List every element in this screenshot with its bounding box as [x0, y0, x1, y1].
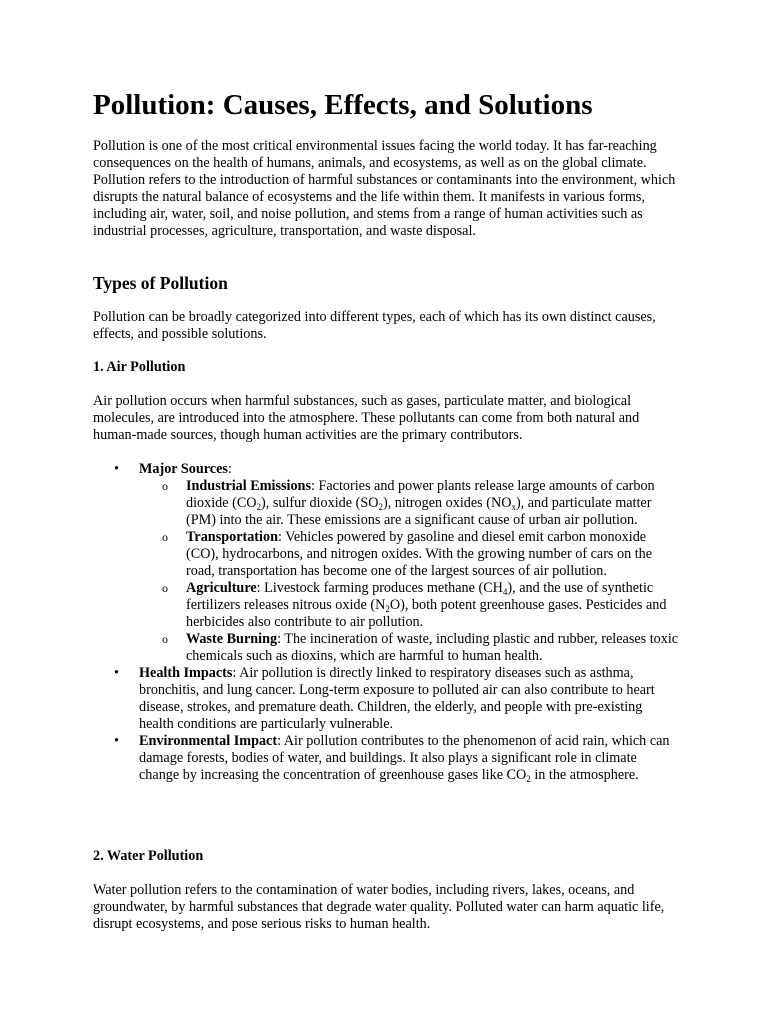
waste-burning-text: : The incineration of waste, including plastic and rubber, releases toxic chemicals such as dioxins, which are harmful to human health.: [186, 631, 679, 664]
industrial-text: ), sulfur dioxide (SO: [261, 495, 379, 511]
transportation-label: Transportation: [186, 529, 278, 545]
colon-text: :: [227, 461, 232, 477]
list-item-transportation: [93, 529, 679, 580]
health-impacts-text: : Air pollution is directly linked to respiratory diseases such as asthma, bronchitis, and lung cancer. Long-term exposure to polluted air can also contribute to heart disease, strokes, and premature death. Children, the elderly, and people with pre-existing health conditions are particularly vulnerable.: [139, 665, 655, 732]
subscript: 2: [378, 502, 383, 512]
industrial-text: ), and particulate matter (PM) into the air. These emissions are a significant cause of urban air pollution.: [186, 495, 652, 528]
health-impacts-label: Health Impacts: [139, 665, 233, 681]
subscript: x: [511, 502, 516, 512]
list-item-waste-burning: [93, 631, 679, 665]
agriculture-text: O), both potent greenhouse gases. Pesticides and herbicides also contribute to air pollution.: [186, 597, 667, 630]
list-item-environmental-impact: [93, 733, 679, 784]
types-intro-paragraph: Pollution can be broadly categorized into different types, each of which has its own distinct causes, effects, and possible solutions.: [93, 309, 656, 342]
waste-burning-label: Waste Burning: [186, 631, 278, 647]
environmental-impact-text: in the atmosphere.: [530, 767, 639, 783]
page-title: Pollution: Causes, Effects, and Solutions: [93, 89, 593, 121]
intro-paragraph: Pollution is one of the most critical environmental issues facing the world today. It has far-reaching consequences on the health of humans, animals, and ecosystems, as well as on the global climate. Pollution refers to the introduction of harmful substances or contaminants into the environment, which disrupts the natural balance of ecosystems and the life within them. It manifests in various forms, including air, water, soil, and noise pollution, and stems from a range of human activities such as industrial processes, agriculture, transportation, and waste disposal.: [93, 138, 676, 239]
agriculture-text: : Livestock farming produces methane (CH: [256, 580, 503, 596]
agriculture-text: ), and the use of synthetic fertilizers releases nitrous oxide (N: [186, 580, 654, 613]
major-sources-label: Major Sources: [139, 461, 228, 477]
subscript: 2: [526, 774, 531, 784]
subscript: 2: [256, 502, 262, 512]
industrial-label: Industrial Emissions: [186, 478, 311, 494]
list-item-agriculture: [93, 580, 679, 631]
list-item-health-impacts: [93, 665, 679, 733]
subsection-heading-water: 2. Water Pollution: [93, 848, 204, 864]
transportation-text: : Vehicles powered by gasoline and diesel emit carbon monoxide (CO), hydrocarbons, and nitrogen oxides. With the growing number of cars on the road, transportation has become one of the largest sources of air pollution.: [186, 529, 653, 579]
environmental-impact-text: : Air pollution contributes to the phenomenon of acid rain, which can damage forests, bodies of water, and buildings. It also plays a significant role in climate change by increasing the concentration of greenhouse gases like CO: [139, 733, 670, 783]
air-pollution-list: [93, 461, 679, 784]
list-item-industrial-emissions: [93, 478, 679, 529]
agriculture-label: Agriculture: [186, 580, 257, 596]
water-intro-paragraph: Water pollution refers to the contamination of water bodies, including rivers, lakes, oceans, and groundwater, by harmful substances that degrade water quality. Polluted water can harm aquatic life, disrupt ecosystems, and pose serious risks to human health.: [93, 882, 665, 932]
industrial-text: : Factories and power plants release large amounts of carbon dioxide (CO: [186, 478, 655, 511]
industrial-text: ), nitrogen oxides (NO: [382, 495, 512, 511]
environmental-impact-label: Environmental Impact: [139, 733, 278, 749]
subscript: 2: [385, 604, 390, 614]
subscript: 4: [502, 587, 508, 597]
section-heading-types: Types of Pollution: [93, 273, 228, 293]
list-item-major-sources: [93, 461, 679, 478]
subsection-heading-air: 1. Air Pollution: [93, 359, 186, 375]
air-intro-paragraph: Air pollution occurs when harmful substances, such as gases, particulate matter, and biological molecules, are introduced into the atmosphere. These pollutants can come from both natural and human-made sources, though human activities are the primary contributors.: [93, 393, 640, 443]
